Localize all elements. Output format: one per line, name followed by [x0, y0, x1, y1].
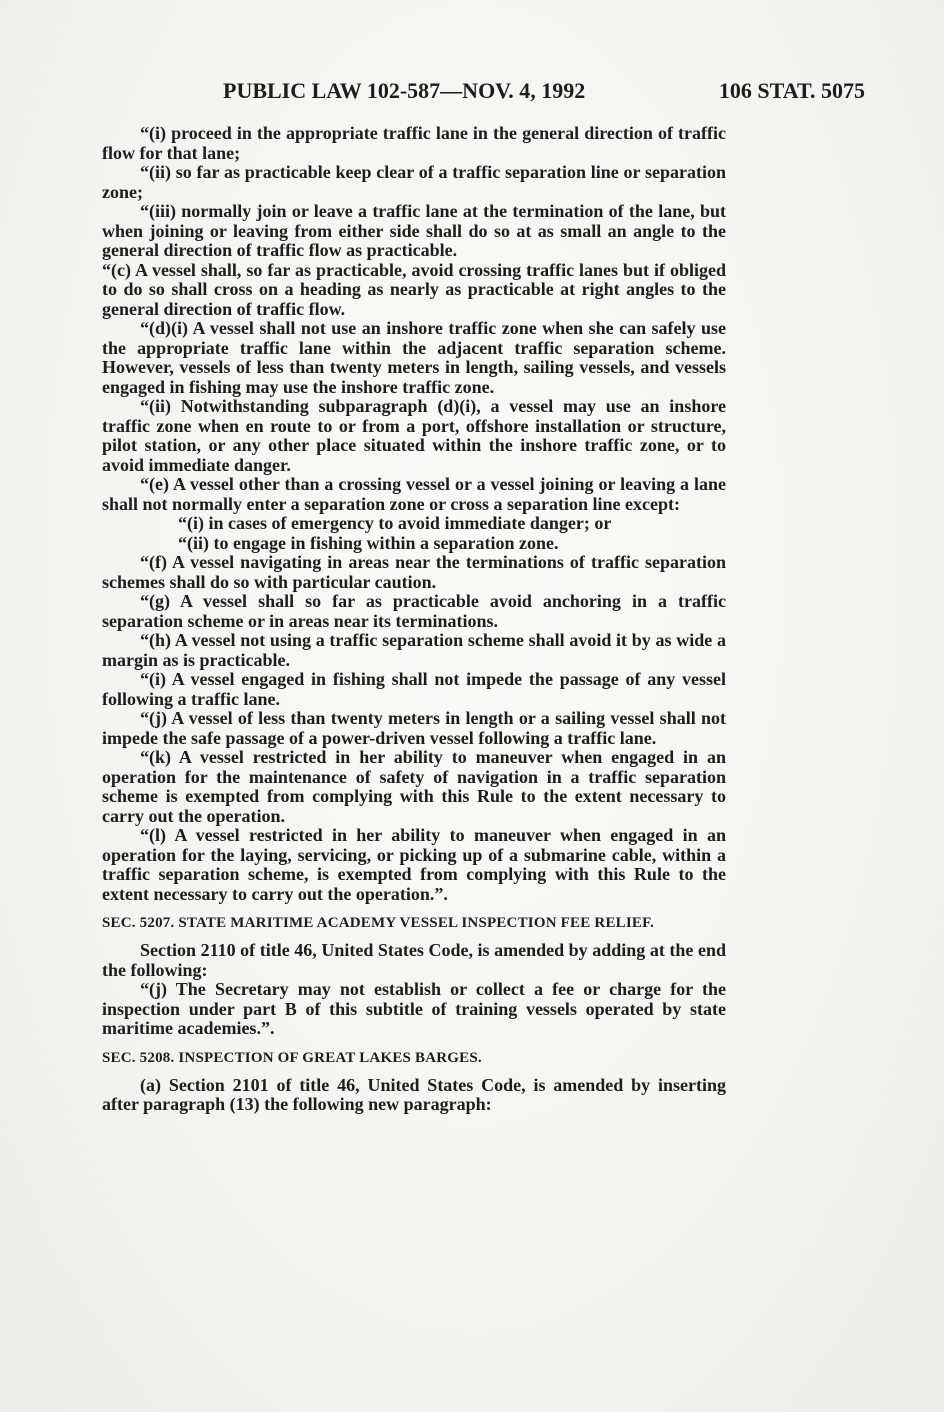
paragraph: “(j) A vessel of less than twenty meters in length or a sailing vessel shall not impede the safe passage of a power-driven vessel following a traffic lane.: [102, 708, 726, 748]
paragraph-text: “(c) A vessel shall, so far as practicable, avoid crossing traffic lanes but if obliged to do so shall cross on a heading as nearly as practicable at right angles to the general direction of traffic flow.: [102, 259, 726, 319]
paragraph: “(i) in cases of emergency to avoid immediate danger; or: [178, 513, 612, 533]
paragraph: “(ii) Notwithstanding subparagraph (d)(i), a vessel may use an inshore traffic zone when en route to or from a port, offshore installation or structure, pilot station, or any other place situated within the inshore traffic zone, or to avoid immediate danger.: [102, 396, 726, 475]
paragraph: “(ii) so far as practicable keep clear of a traffic separation line or separation zone;: [102, 162, 726, 202]
document-body: [102, 124, 726, 1115]
paragraph: (a) Section 2101 of title 46, United States Code, is amended by inserting after paragraph (13) the following new paragraph:: [102, 1074, 726, 1114]
paragraph: “(e) A vessel other than a crossing vessel or a vessel joining or leaving a lane shall not normally enter a separation zone or cross a separation line except:: [102, 474, 726, 514]
page-header: [223, 78, 865, 112]
stat-page-number: 106 STAT. 5075: [718, 78, 865, 103]
paragraph: “(iii) normally join or leave a traffic lane at the termination of the lane, but when joining or leaving from either side shall do so at as small an angle to the general direction of traffic flow as practicable.: [102, 201, 726, 260]
paragraph: “(d)(i) A vessel shall not use an inshore traffic zone when she can safely use the appropriate traffic lane within the adjacent traffic separation scheme. However, vessels of less than twenty meters in length, sailing vessels, and vessels engaged in fishing may use the inshore traffic zone.: [102, 318, 726, 397]
section-heading: SEC. 5207. STATE MARITIME ACADEMY VESSEL INSPECTION FEE RELIEF.: [102, 915, 655, 931]
paragraph: Section 2110 of title 46, United States Code, is amended by adding at the end the following:: [102, 940, 726, 980]
section-heading: SEC. 5208. INSPECTION OF GREAT LAKES BARGES.: [102, 1049, 482, 1066]
paragraph: “(i) proceed in the appropriate traffic lane in the general direction of traffic flow for that lane;: [102, 123, 726, 163]
paragraph: “(j) The Secretary may not establish or collect a fee or charge for the inspection under part B of this subtitle of training vessels operated by state maritime academies.”.: [102, 979, 726, 1038]
running-title: PUBLIC LAW 102-587—NOV. 4, 1992: [223, 78, 586, 103]
paragraph: “(h) A vessel not using a traffic separation scheme shall avoid it by as wide a margin as is practicable.: [102, 630, 726, 670]
paragraph: “(f) A vessel navigating in areas near the terminations of traffic separation schemes shall do so with particular caution.: [102, 552, 726, 592]
paragraph: “(l) A vessel restricted in her ability to maneuver when engaged in an operation for the laying, servicing, or picking up of a submarine cable, within a traffic separation scheme, is exempted from complying with this Rule to the extent necessary to carry out the operation.”.: [102, 825, 726, 904]
paragraph: “(ii) to engage in fishing within a separation zone.: [178, 532, 559, 553]
paragraph: “(i) A vessel engaged in fishing shall not impede the passage of any vessel following a traffic lane.: [102, 669, 726, 709]
paragraph: “(g) A vessel shall so far as practicable avoid anchoring in a traffic separation scheme or in areas near its terminations.: [102, 591, 726, 631]
paragraph: “(k) A vessel restricted in her ability to maneuver when engaged in an operation for the maintenance of safety of navigation in a traffic separation scheme is exempted from complying with this Rule to the extent necessary to carry out the operation.: [102, 747, 726, 826]
paragraph: [102, 261, 726, 320]
